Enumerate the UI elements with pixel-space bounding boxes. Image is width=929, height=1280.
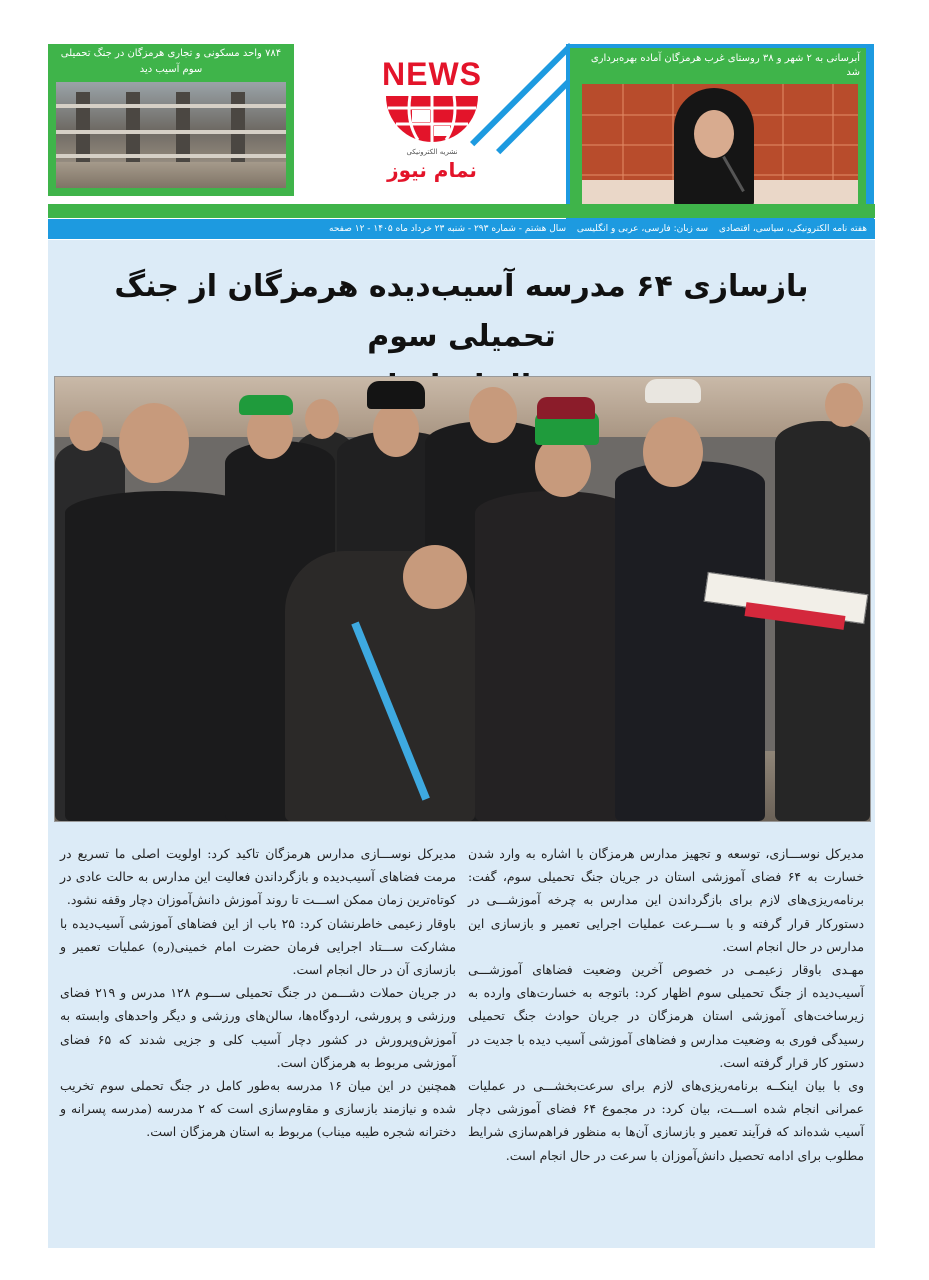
- article-paragraph: همچنین در این میان ۱۶ مدرسه به‌طور کامل در جنگ تحملی سوم تخریب شده و نیازمند بازسازی و مقاوم‌سازی است که ۲ مدرسه (مدرسه پسرانه و دخترانه شجره طیبه میناب) مربوط به استان هرمزگان است.: [60, 1078, 457, 1140]
- article-column-right: [468, 842, 864, 1167]
- logo-subtitle: نشریه الکترونیکی: [406, 148, 458, 156]
- top-left-news-box[interactable]: [48, 44, 294, 196]
- issue-info-bar: [48, 219, 875, 239]
- top-right-news-caption[interactable]: آبرسانی به ۲ شهر و ۳۸ روستای غرب هرمزگان آماده بهره‌برداری شد: [590, 53, 860, 78]
- issue-info-type: هفته نامه الکترونیکی، سیاسی، اقتصادی: [718, 224, 867, 234]
- article-paragraph: مهـدی باوقار زعیمـی در خصوص آخرین وضعیت فضاهای آموزشـــی آسیب‌دیده از جنگ تحمیلی سوم اظهار کرد: باتوجه به خسارت‌های وارده به زیرساخت‌های آموزشی استان هرمزگان در جریان حوادث جنگ تحمیلی رسیدگی فوری به وضعیت مدارس و فضاهای آموزشی آسیب دیده با جدیت در دستور کار قرار گرفته است.: [468, 962, 864, 1070]
- article-panel: [48, 240, 875, 1248]
- headline-line-1: بازسازی ۶۴ مدرسه آسیب‌دیده هرمزگان از جنگ تحمیلی سوم: [114, 269, 809, 354]
- header-green-bar: [48, 204, 875, 218]
- article-paragraph: باوقار زعیمی خاطرنشان کرد: ۲۵ باب از این فضاهای آموزشی آسیب‌دیده با مشارکت ســـتاد اجرایی فرمان حضرت امام خمینی(ره) عملیات تعمیر و بازسازی آن در حال انجام است.: [60, 915, 456, 978]
- article-paragraph: مدیرکل نوســـازی، توسعه و تجهیز مدارس هرمزگان با اشاره به وارد شدن خسارت به ۶۴ فضای آموزشی استان در جریان جنگ تحمیلی سوم، گفت: برنامه‌ریزی‌های لازم برای بازگرداندن این مدارس به چرخه آموزشـــی در دستورکار قرار گرفته و با ســـرعت عملیات اجرایی تعمیر و بازسازی این مدارس در حال انجام است.: [468, 846, 864, 954]
- issue-info-languages: سه زبان: فارسی، عربی و انگلیسی: [576, 224, 709, 234]
- article-paragraph: مدیرکل نوســـازی مدارس هرمزگان تاکید کرد: اولویت اصلی ما تسریع در مرمت فضاهای آسیب‌دیده و بازگرداندن فعالیت این مدارس به حالت عادی در کوتاه‌ترین زمان ممکن اســـت تا روند آموزش دانش‌آموزان دچار وقفه نشود.: [60, 846, 456, 908]
- globe-icon: [382, 92, 482, 148]
- logo-name: نمام نیوز: [387, 158, 477, 182]
- issue-info-number-date: سال هشتم - شماره ۲۹۳ - شنبه ۲۳ خرداد ماه ۱۴۰۵ - ۱۲ صفحه: [329, 224, 567, 234]
- groundbreaking-ceremony-photo: [54, 376, 871, 822]
- damaged-building-photo: [56, 82, 286, 188]
- top-right-news-box[interactable]: [566, 44, 874, 220]
- article-paragraph: در جریان حملات دشـــمن در جنگ تحمیلی ســـوم ۱۲۸ مدرس و ۲۱۹ فضای ورزشی و پرورشی، اردوگاه‌ها، سالن‌های ورزشی و دیگر واحدهای وابسته به آموزش‌وپرورش در کشور دچار آسیب کلی و جزیی شدند که ۶۵ فضای آموزشی مربوط به هرمزگان است.: [60, 985, 456, 1070]
- article-column-left: [60, 842, 456, 1144]
- top-left-news-caption[interactable]: ۷۸۴ واحد مسکونی و تجاری هرمزگان در جنگ تحمیلی سوم آسیب دید: [60, 48, 282, 75]
- article-paragraph: وی با بیان اینکــه برنامه‌ریزی‌های لازم برای سرعت‌بخشـــی در عملیات عمرانی انجام شده اســـت، بیان کرد: در مجموع ۶۴ فضای آموزشی دچار آسیب شده‌اند که فرآیند تعمیر و بازسازی آن‌ها به منظور فراهم‌سازی شرایط مطلوب برای ادامه تحصیل دانش‌آموزان با سرعت در حال انجام است.: [468, 1078, 864, 1163]
- spokeswoman-photo: [582, 84, 858, 208]
- logo-news-word: NEWS: [382, 56, 482, 92]
